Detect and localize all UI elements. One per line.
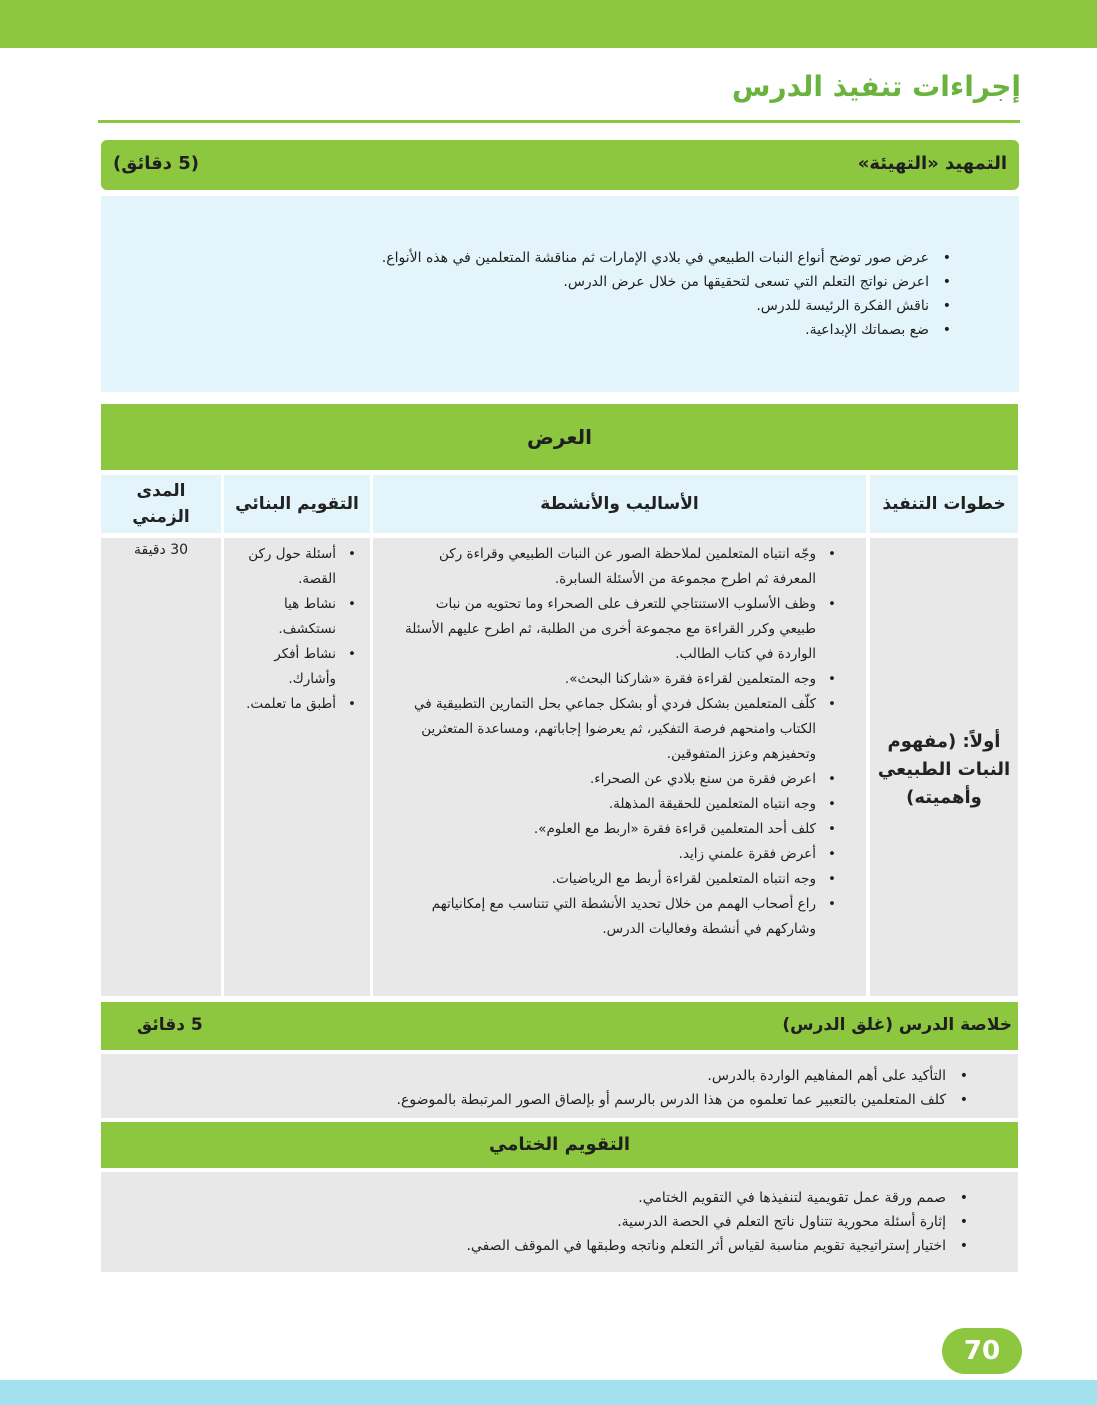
list-item: • إثارة أسئلة محورية تتناول ناتج التعلم في الحصة الدرسية. [101,1210,946,1234]
list-item: • اعرض نواتج التعلم التي تسعى لتحقيقها من خلال عرض الدرس. [101,270,929,294]
time-cell [101,538,221,996]
list-item: • كلف المتعلمين بالتعبير عما تعلموه من هذا الدرس بالرسم أو بإلصاق الصور المرتبطة بالموضوع. [101,1088,946,1112]
list-item: • التأكيد على أهم المفاهيم الواردة بالدرس. [101,1064,946,1088]
list-item: • وجه انتباه المتعلمين لقراءة أربط مع الرياضيات. [403,867,816,892]
list-item: • نشاط هيا نستكشف. [234,592,336,642]
intro-header [101,140,1019,190]
time-value: 30 دقيقة [133,542,189,558]
bottom-banner [0,1380,1097,1405]
list-item: • راع أصحاب الهمم من خلال تحديد الأنشطة التي تتناسب مع إمكانياتهم وشاركهم في أنشطة وفعاليات الدرس. [403,892,816,942]
summary-panel [101,1054,1018,1118]
page-title: إجراءات تنفيذ الدرس [731,70,1021,103]
header-steps: خطوات التنفيذ [870,475,1018,533]
final-evaluation-panel [101,1172,1018,1272]
list-item: • نشاط أفكر وأشارك. [234,642,336,692]
header-formative: التقويم البنائي [224,475,370,533]
summary-list [101,1064,980,1112]
list-item: • أطبق ما تعلمت. [234,692,336,717]
list-item: • اعرض فقرة من سنع بلادي عن الصحراء. [403,767,816,792]
list-item: • كلف أحد المتعلمين قراءة فقرة «اربط مع العلوم». [403,817,816,842]
title-divider [98,120,1020,123]
presentation-header: العرض [101,404,1018,470]
step-cell [870,538,1018,996]
header-methods: الأساليب والأنشطة [373,475,866,533]
list-item: • وجّه انتباه المتعلمين لملاحظة الصور عن النبات الطبيعي وقراءة ركن المعرفة ثم اطرح مجموعة من الأسئلة السابرة. [403,542,816,592]
list-item: • وجه انتباه المتعلمين للحقيقة المذهلة. [403,792,816,817]
intro-title: التمهيد «التهيئة» [857,153,1007,174]
step-title: أولاً: (مفهوم النبات الطبيعي وأهميته) [877,731,1011,808]
intro-panel [101,196,1019,392]
list-item: • ناقش الفكرة الرئيسة للدرس. [101,294,929,318]
methods-list [403,542,838,942]
intro-duration: (5 دقائق) [113,153,200,174]
final-evaluation-header: التقويم الختامي [101,1122,1018,1168]
list-item: • عرض صور توضح أنواع النبات الطبيعي في بلادي الإمارات ثم مناقشة المتعلمين في هذه الأنواع. [101,246,929,270]
list-item: • وظف الأسلوب الاستنتاجي للتعرف على الصحراء وما تحتويه من نبات طبيعي وكرر القراءة مع مجموعة أخرى من الطلبة، ثم اطرح عليهم الأسئلة الواردة في كتاب الطالب. [403,592,816,667]
list-item: • صمم ورقة عمل تقويمية لتنفيذها في التقويم الختامي. [101,1186,946,1210]
summary-header [101,1002,1018,1050]
final-evaluation-list [101,1186,980,1258]
list-item: • أسئلة حول ركن القصة. [234,542,336,592]
intro-list [101,246,963,342]
page-number: 70 [942,1328,1022,1374]
formative-cell [224,538,370,996]
header-time: المدى الزمني [101,475,221,533]
summary-title: خلاصة الدرس (غلق الدرس) [782,1015,1012,1035]
list-item: • وجه المتعلمين لقراءة فقرة «شاركنا البحث». [403,667,816,692]
formative-list [234,542,358,717]
top-banner [0,0,1097,48]
list-item: • اختيار إستراتيجية تقويم مناسبة لقياس أثر التعلم وناتجه وطبقها في الموقف الصفي. [101,1234,946,1258]
list-item: • أعرض فقرة علمني زايد. [403,842,816,867]
list-item: • كلّف المتعلمين بشكل فردي أو بشكل جماعي بحل التمارين التطبيقية في الكتاب وامنحهم فرصة التفكير، ثم يعرضوا إجاباتهم، ومساعدة المتعثرين وتحفيزهم وعزز المتفوقين. [403,692,816,767]
summary-duration: 5 دقائق [137,1015,203,1035]
list-item: • ضع بصماتك الإبداعية. [101,318,929,342]
methods-cell [373,538,866,996]
